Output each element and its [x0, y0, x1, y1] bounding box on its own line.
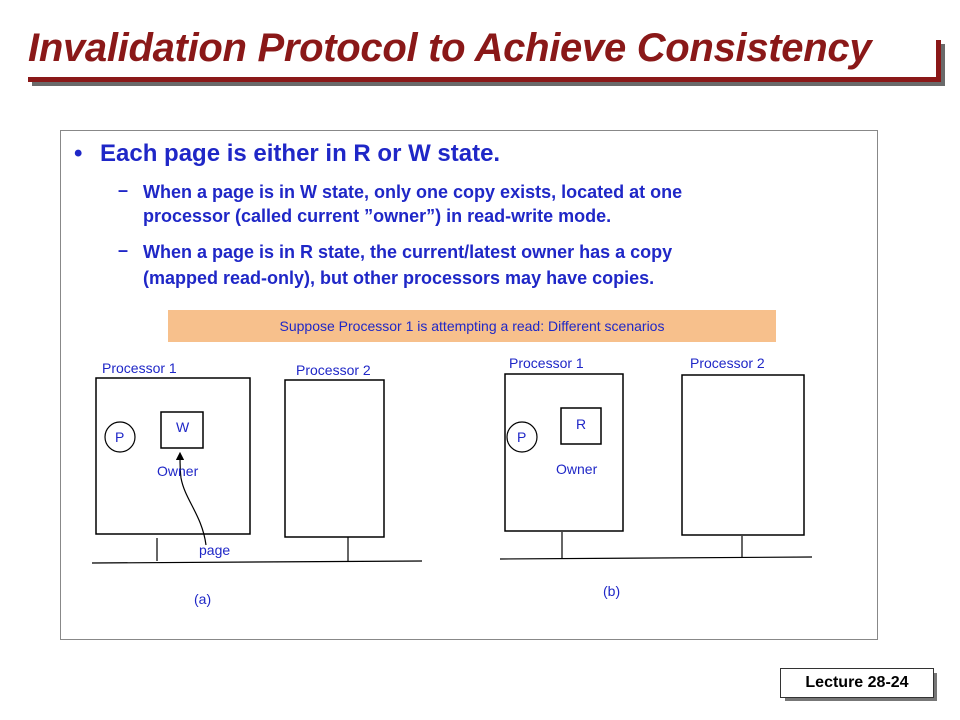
main-bullet: Each page is either in R or W state. — [100, 140, 501, 167]
bullet-marker: • — [74, 140, 83, 167]
bus-line-a — [92, 561, 422, 563]
lecture-footer — [780, 668, 934, 698]
caption-b: (b) — [603, 583, 621, 599]
processor1-label-a: Processor 1 — [102, 360, 177, 376]
sub-bullet-line: processor (called current ”owner”) in read-write mode. — [143, 206, 612, 226]
p-label-b: P — [517, 429, 527, 445]
processor2-label-a: Processor 2 — [296, 362, 371, 378]
sub-bullet-line: When a page is in W state, only one copy exists, located at one — [143, 182, 683, 202]
page-label: page — [199, 542, 231, 558]
page-state-b: R — [576, 416, 587, 432]
sub-bullet-line: (mapped read-only), but other processors may have copies. — [143, 268, 655, 288]
processor1-box-a — [96, 378, 250, 534]
processor2-box-a — [285, 380, 384, 537]
scenario-banner-text: Suppose Processor 1 is attempting a read: Different scenarios — [279, 318, 665, 334]
processor2-box-b — [682, 375, 804, 535]
sub-bullet-line: When a page is in R state, the current/latest owner has a copy — [143, 242, 673, 262]
processor2-label-b: Processor 2 — [690, 355, 765, 371]
p-label-a: P — [115, 429, 125, 445]
caption-a: (a) — [194, 591, 212, 607]
sub-bullet-marker: – — [118, 180, 129, 200]
processor1-label-b: Processor 1 — [509, 355, 584, 371]
bus-line-b — [500, 557, 812, 559]
page-title: Invalidation Protocol to Achieve Consistency — [28, 26, 872, 70]
owner-label-b: Owner — [556, 461, 598, 477]
lecture-number: Lecture 28-24 — [805, 674, 909, 691]
page-state-a: W — [176, 419, 190, 435]
owner-label-a: Owner — [157, 463, 199, 479]
sub-bullet-marker: – — [118, 240, 129, 260]
